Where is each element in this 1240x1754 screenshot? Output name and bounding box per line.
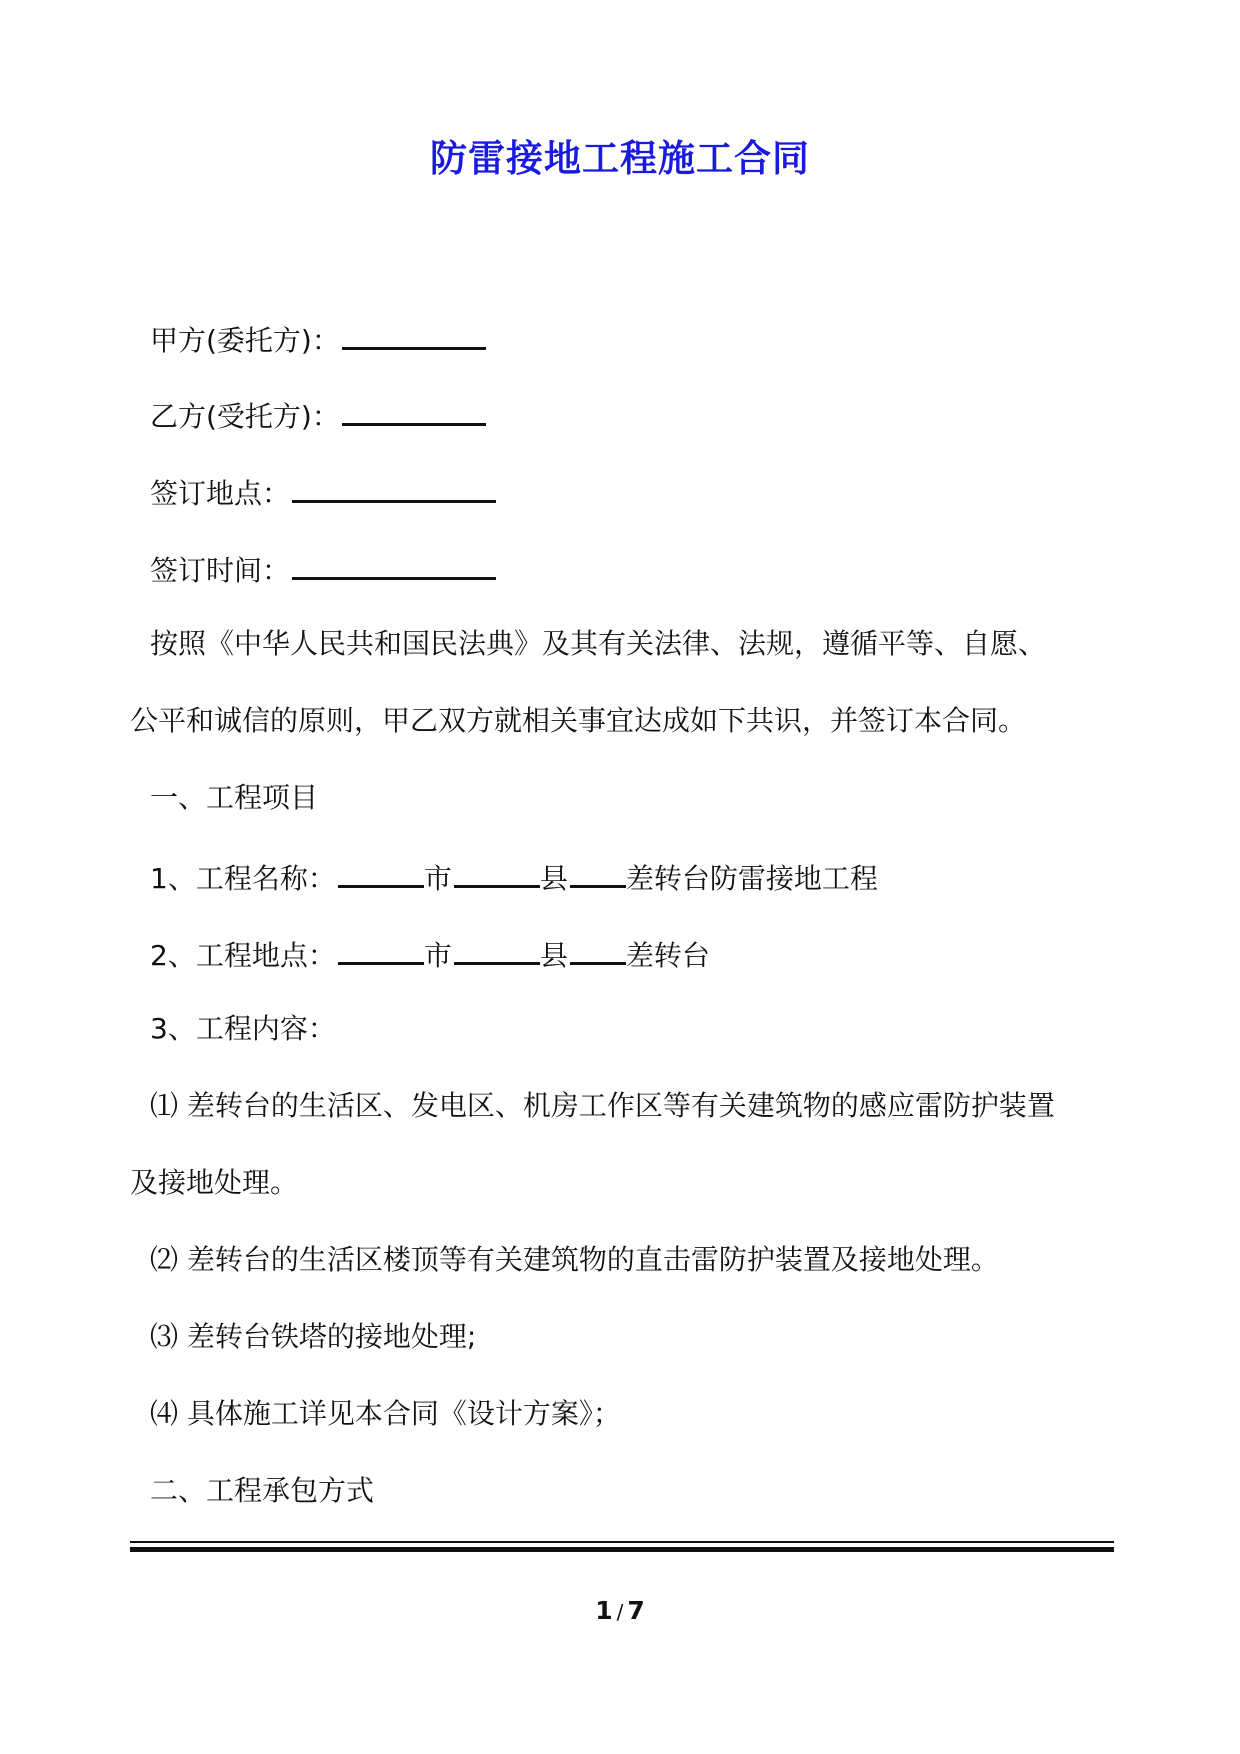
sign-time-label: 签订时间： [150, 554, 291, 587]
section-1-heading: 一、工程项目 [150, 781, 319, 814]
content-item-1-line-1: ⑴ 差转台的生活区、发电区、机房工作区等有关建筑物的感应雷防护装置 [150, 1089, 1055, 1122]
document-title: 防雷接地工程施工合同 [430, 137, 810, 180]
footer-rule-thick [130, 1547, 1114, 1552]
city-label: 市 [423, 862, 452, 895]
party-b-label: 乙方(受托方)： [150, 400, 340, 433]
page-number [0, 1596, 1240, 1625]
section-2-heading: 二、工程承包方式 [150, 1474, 375, 1507]
page-current: 1 [595, 1596, 613, 1625]
party-b-row [150, 393, 486, 437]
project-location-label: 2、工程地点： [150, 939, 336, 972]
project-name-row [150, 855, 878, 899]
county-label: 县 [539, 862, 568, 895]
party-b-blank [342, 393, 486, 426]
sign-place-label: 签订地点： [150, 477, 291, 510]
county-label: 县 [539, 939, 568, 972]
page-total: 7 [627, 1596, 645, 1625]
project-location-county-blank [454, 932, 540, 965]
content-item-4: ⑷ 具体施工详见本合同《设计方案》； [150, 1397, 621, 1430]
sign-place-blank [292, 470, 496, 503]
page-separator: / [616, 1600, 624, 1624]
project-content-label: 3、工程内容： [150, 1012, 336, 1045]
project-name-city-blank [338, 855, 424, 888]
city-label: 市 [423, 939, 452, 972]
project-location-row [150, 932, 710, 976]
party-a-row [150, 317, 486, 361]
intro-line-2: 公平和诚信的原则，甲乙双方就相关事宜达成如下共识，并签订本合同。 [130, 704, 1027, 737]
project-name-site-blank [570, 855, 626, 888]
project-location-site-blank [570, 932, 626, 965]
project-name-county-blank [454, 855, 540, 888]
content-item-2: ⑵ 差转台的生活区楼顶等有关建筑物的直击雷防护装置及接地处理。 [150, 1243, 999, 1276]
content-item-1-line-2: 及接地处理。 [130, 1166, 299, 1199]
project-name-label: 1、工程名称： [150, 862, 336, 895]
sign-time-row [150, 547, 496, 591]
project-location-suffix: 差转台 [625, 939, 710, 972]
sign-place-row [150, 470, 496, 514]
project-location-city-blank [338, 932, 424, 965]
party-a-blank [342, 317, 486, 350]
party-a-label: 甲方(委托方)： [150, 324, 340, 357]
content-item-3: ⑶ 差转台铁塔的接地处理; [150, 1320, 477, 1353]
intro-line-1: 按照《中华人民共和国民法典》及其有关法律、法规，遵循平等、自愿、 [150, 627, 1047, 660]
footer-rule-thin [130, 1541, 1114, 1543]
sign-time-blank [292, 547, 496, 580]
project-name-suffix: 差转台防雷接地工程 [625, 862, 878, 895]
